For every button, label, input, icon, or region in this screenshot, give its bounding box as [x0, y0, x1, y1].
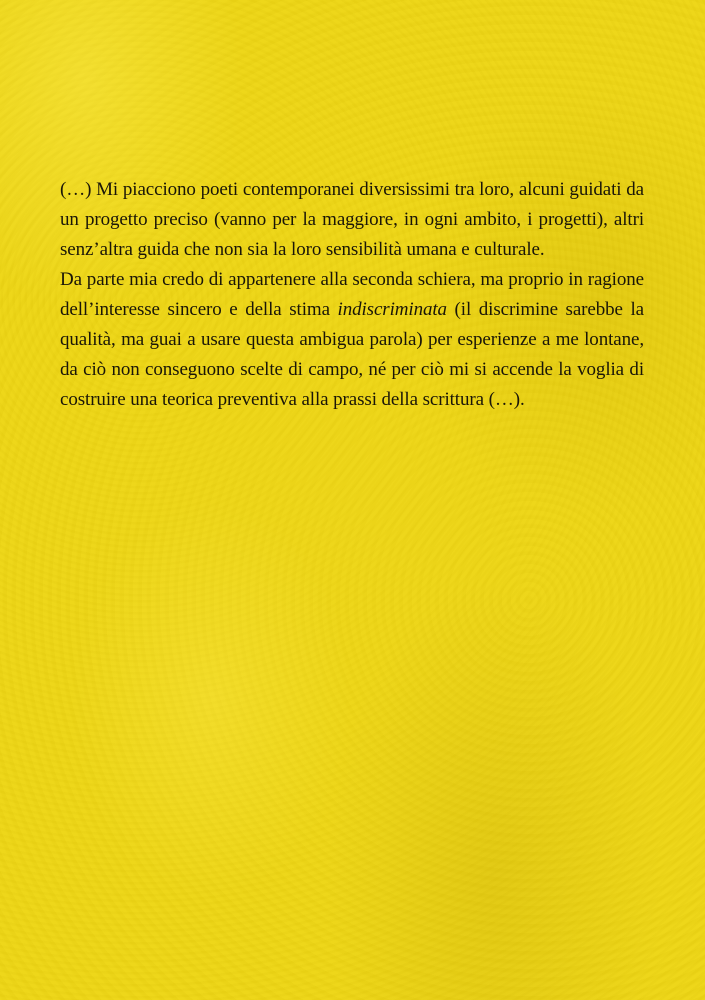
paragraph-1: (…) Mi piacciono poeti contemporanei diversissimi tra loro, alcuni guidati da un progetto preciso (vanno per la maggiore, in ogni ambito, i progetti), altri senz’altra guida che non sia la loro sensibilità umana e culturale.: [60, 179, 644, 260]
paragraph-2-text-after: (il discrimine sarebbe la qualità, ma guai a usare questa ambigua parola) per esperienze a me lontane, da ciò non conseguono scelte di campo, né per ciò mi si accende la voglia di costruire una teorica preventiva alla prassi della scrittura (…).: [60, 299, 644, 410]
paragraph-2: [60, 265, 644, 415]
paragraph-2-emphasis: indiscriminata: [337, 299, 447, 320]
paragraph-2-text-before: Da parte mia credo di appartenere alla seconda schiera, ma proprio in ragione dell’interesse sincero e della stima: [60, 269, 644, 320]
text-block: [60, 175, 644, 415]
